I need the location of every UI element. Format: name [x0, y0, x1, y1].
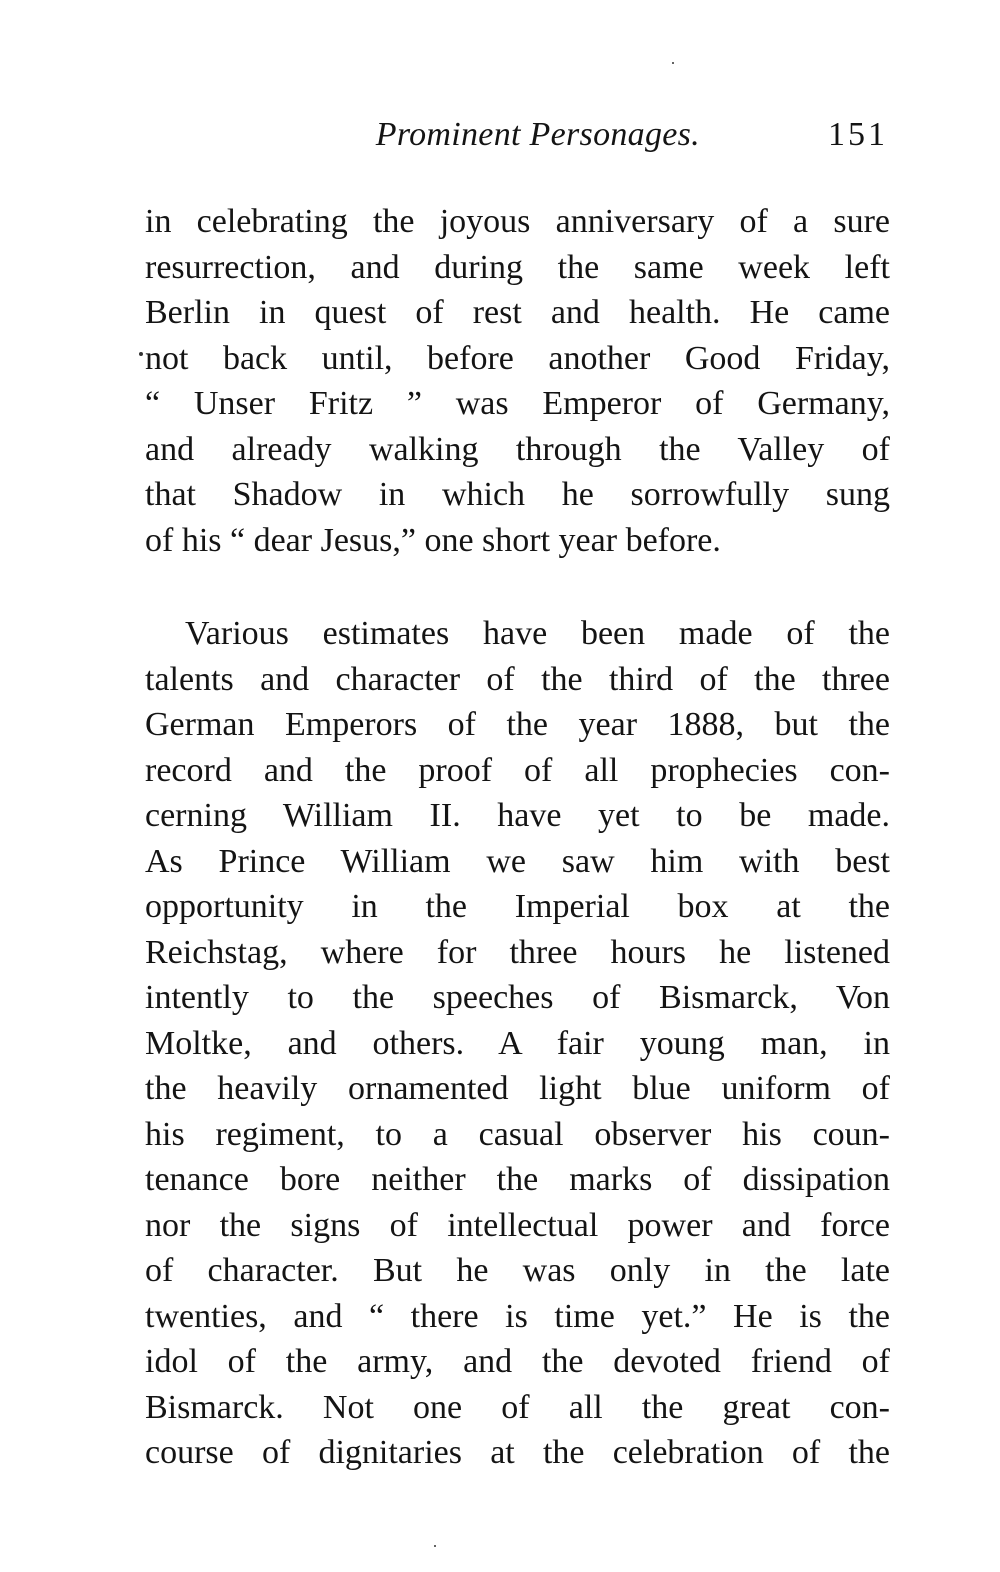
text-line: twenties, and “ there is time yet.” He is the: [145, 1297, 890, 1335]
text-line: idol of the army, and the devoted friend of: [145, 1343, 890, 1380]
text-line: Moltke, and others. A fair young man, in: [145, 1024, 890, 1062]
scan-speck: [434, 1545, 436, 1547]
text-line: “ Unser Fritz ” was Emperor of Germany,: [145, 385, 890, 422]
text-line: record and the proof of all prophecies con-: [145, 751, 890, 789]
text-line: resurrection, and during the same week left: [145, 248, 890, 286]
paragraph-2: [145, 611, 890, 1476]
running-title: Prominent Personages.: [375, 116, 700, 153]
scan-speck: [139, 352, 143, 356]
text-line: Bismarck. Not one of all the great con-: [145, 1388, 890, 1426]
text-line: cerning William II. have yet to be made.: [145, 797, 890, 834]
text-line: that Shadow in which he sorrowfully sung: [145, 476, 890, 513]
text-line: not back until, before another Good Friday,: [145, 339, 890, 377]
page-number: 151: [828, 116, 888, 153]
text-line: Berlin in quest of rest and health. He came: [145, 294, 890, 331]
text-line: nor the signs of intellectual power and force: [145, 1206, 890, 1244]
text-line: talents and character of the third of the three: [145, 660, 890, 698]
text-line: intently to the speeches of Bismarck, Von: [145, 979, 890, 1016]
text-line: German Emperors of the year 1888, but the: [145, 706, 890, 743]
text-line: and already walking through the Valley of: [145, 430, 890, 468]
text-line: of character. But he was only in the late: [145, 1252, 890, 1289]
text-line: As Prince William we saw him with best: [145, 842, 890, 880]
scan-speck: [672, 62, 674, 64]
text-line: of his “ dear Jesus,” one short year before.: [145, 521, 721, 559]
text-line: tenance bore neither the marks of dissipation: [145, 1161, 890, 1198]
running-header: [145, 116, 890, 166]
text-line: the heavily ornamented light blue uniform of: [145, 1070, 890, 1107]
text-line: in celebrating the joyous anniversary of a sure: [145, 203, 890, 240]
text-line: course of dignitaries at the celebration of the: [145, 1434, 890, 1471]
text-line: opportunity in the Imperial box at the: [145, 888, 890, 925]
text-line: Various estimates have been made of the: [185, 615, 890, 652]
text-line: his regiment, to a casual observer his coun-: [145, 1115, 890, 1153]
text-line: Reichstag, where for three hours he listened: [145, 933, 890, 971]
paragraph-1: [145, 199, 890, 563]
